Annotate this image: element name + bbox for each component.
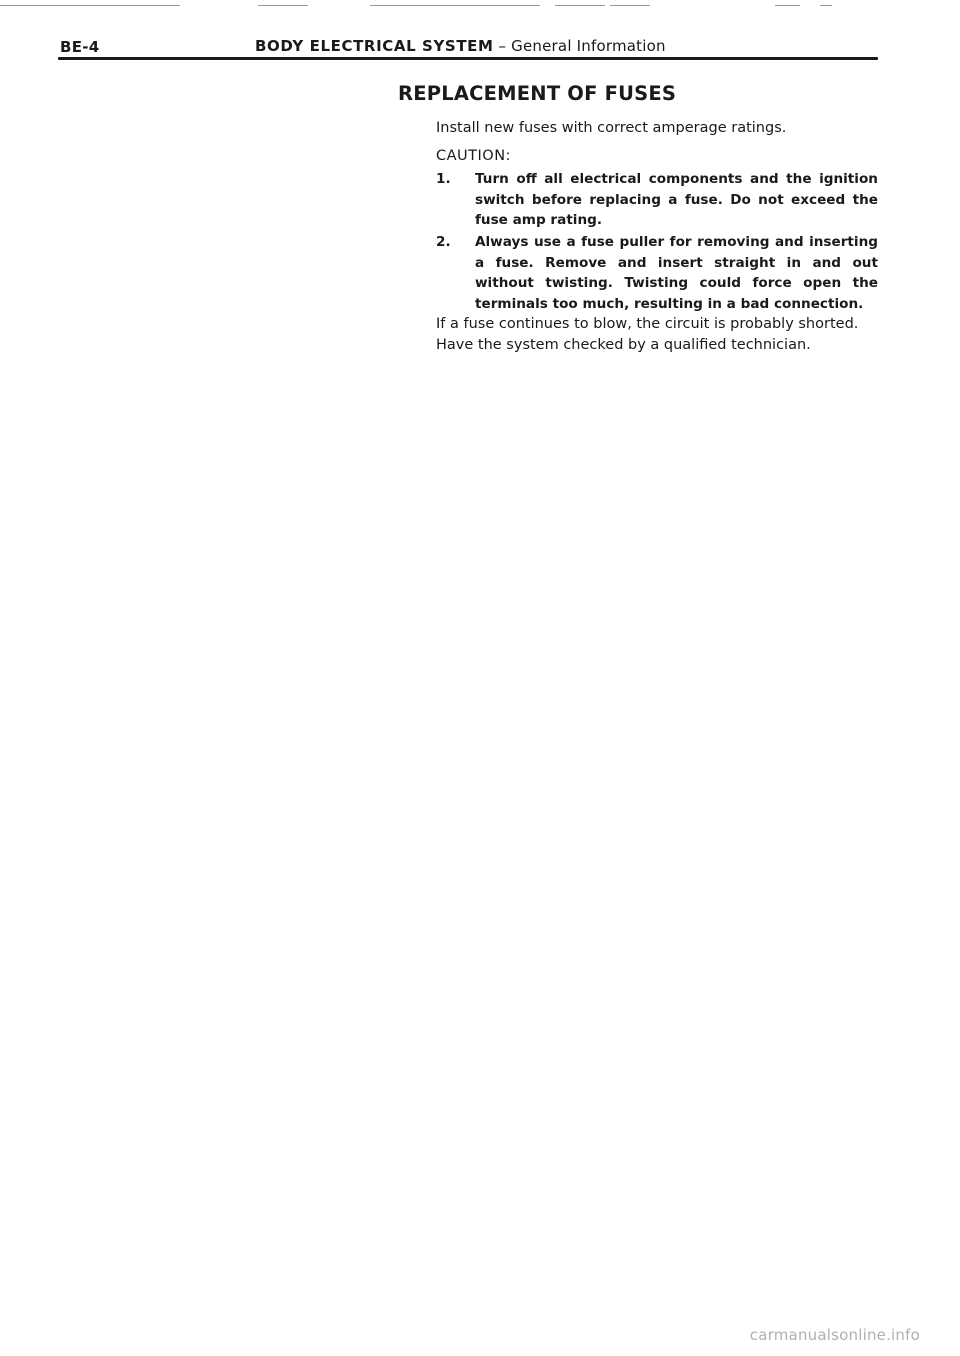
- scan-artifact-line: [555, 5, 605, 6]
- page-code: BE-4: [60, 38, 100, 56]
- caution-label: CAUTION:: [436, 148, 511, 164]
- closing-paragraph: [436, 314, 884, 356]
- scan-artifact-line: [0, 5, 180, 6]
- caution-item-text: Always use a fuse puller for removing and inserting a fuse. Remove and insert straight in and out without twisting. Twisting could force open the terminals too much, resulting in a bad connection.: [475, 234, 878, 312]
- scan-artifact-line: [258, 5, 308, 6]
- section-title: REPLACEMENT OF FUSES: [398, 82, 677, 105]
- running-head-subsection: – General Information: [493, 37, 666, 55]
- header-rule: [58, 57, 878, 60]
- closing-line: If a fuse continues to blow, the circuit is probably shorted.: [436, 316, 859, 332]
- scan-artifact-line: [820, 5, 832, 6]
- running-head: [255, 37, 666, 55]
- site-watermark: carmanualsonline.info: [749, 1326, 920, 1344]
- caution-item-text: Turn off all electrical components and the ignition switch before replacing a fuse. Do not exceed the fuse amp rating.: [475, 171, 878, 229]
- caution-item-number: 2.: [436, 234, 451, 250]
- caution-item: [436, 232, 878, 314]
- caution-item-number: 1.: [436, 171, 451, 187]
- intro-paragraph: Install new fuses with correct amperage ratings.: [436, 120, 787, 136]
- scan-artifact-line: [610, 5, 650, 6]
- closing-line: Have the system checked by a qualified technician.: [436, 337, 811, 353]
- scan-artifact-line: [775, 5, 800, 6]
- running-head-section: BODY ELECTRICAL SYSTEM: [255, 37, 494, 55]
- scan-artifact-line: [370, 5, 540, 6]
- caution-item: [436, 169, 878, 231]
